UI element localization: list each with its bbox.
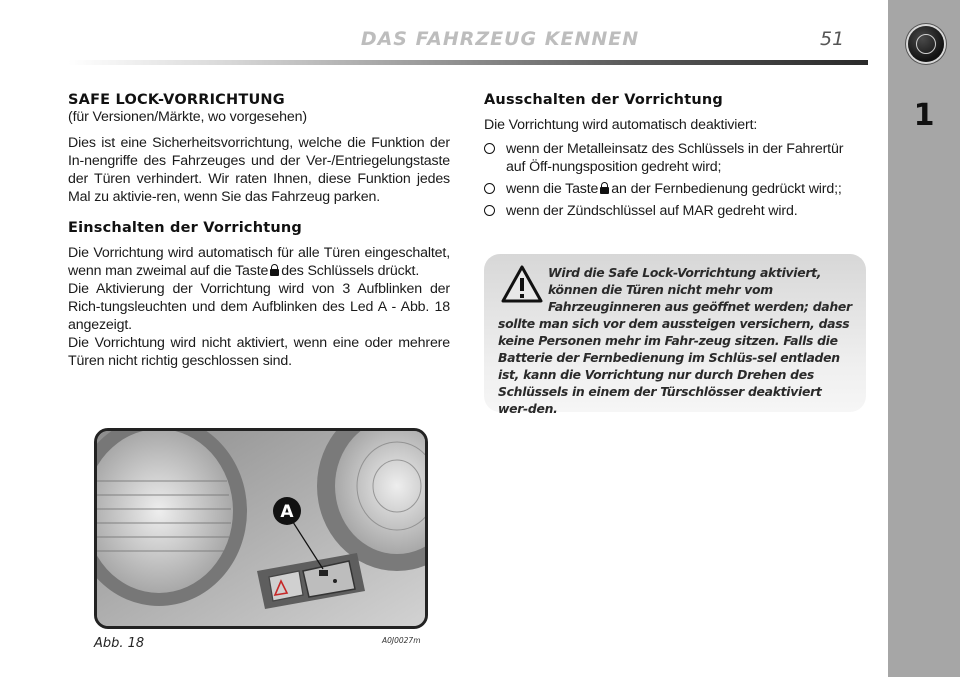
left-column (68, 92, 450, 370)
warning-box (484, 254, 866, 416)
activation-paragraph-3: Die Vorrichtung wird nicht aktiviert, wenn eine oder mehrere Türen nicht richtig geschlossen sind. (68, 335, 450, 369)
section-subtitle: (für Versionen/Märkte, wo vorgesehen) (68, 109, 307, 125)
list-item-text-after: an der Fernbedienung gedrückt wird;; (611, 181, 842, 197)
deactivation-list (484, 140, 866, 220)
list-item (484, 140, 866, 176)
activation-text-after: des Schlüssels drückt. (281, 263, 420, 279)
lock-icon (600, 182, 609, 194)
header-rule (68, 60, 868, 65)
right-column (484, 92, 866, 224)
list-item (484, 202, 866, 220)
chapter-number: 1 (913, 98, 935, 133)
dashboard-illustration (97, 431, 425, 626)
list-item-text-before: wenn die Taste (506, 181, 599, 197)
figure-caption: Abb. 18 (94, 636, 145, 651)
warning-text: Wird die Safe Lock-Vorrichtung aktiviert, können die Türen nicht mehr vom Fahrzeuginneren aus geöffnet werden; daher sollte man sich vor dem aussteigen versichern, dass keine Personen mehr im Fahr-zeug sitzen. Falls die Batterie der Fernbedienung im Schlüs-sel entladen ist, kann die Vorrichtung nur durch Drehen des Schlüssels in einem der Türschlösser deaktiviert wer-den. (498, 265, 852, 416)
page-number: 51 (820, 28, 845, 50)
activation-paragraph-2: Die Aktivierung der Vorrichtung wird von 3 Aufblinken der Rich-tungsleuchten und dem Aufblinken des Led A - Abb. 18 angezeigt. (68, 281, 450, 333)
list-item (484, 180, 866, 198)
figure-code: A0J0027m (382, 636, 421, 645)
brand-logo-inner (916, 34, 936, 54)
lock-icon (270, 264, 279, 276)
circle-bullet-icon (484, 143, 495, 154)
circle-bullet-icon (484, 183, 495, 194)
chapter-side-tab (888, 0, 960, 677)
intro-paragraph: Dies ist eine Sicherheitsvorrichtung, welche die Funktion der In-nengriffe des Fahrzeuges und der Ver-/Entriegelungstaste der Türen verhindert. Wir raten Ihnen, diese Funktion jedes Mal zu aktivie-ren, wenn Sie das Fahrzeug parken. (68, 135, 450, 205)
list-item-text: wenn der Metalleinsatz des Schlüssels in der Fahrertür auf Öff-nungsposition gedreht wird; (506, 141, 844, 175)
section-title: SAFE LOCK-VORRICHTUNG (68, 92, 285, 108)
activation-text-before: Die Vorrichtung wird automatisch für alle Türen eingeschaltet, wenn man zweimal auf die Taste (68, 245, 450, 279)
circle-bullet-icon (484, 205, 495, 216)
activation-heading: Einschalten der Vorrichtung (68, 220, 302, 236)
brand-logo-icon (908, 26, 944, 62)
list-item-text: wenn der Zündschlüssel auf MAR gedreht wird. (506, 203, 798, 219)
deactivation-intro: Die Vorrichtung wird automatisch deaktiviert: (484, 117, 758, 133)
header-title: DAS FAHRZEUG KENNEN (360, 28, 640, 50)
activation-paragraph-1 (68, 244, 450, 280)
figure-dashboard-photo (94, 428, 428, 629)
callout-label-a: A (280, 502, 294, 522)
deactivation-heading: Ausschalten der Vorrichtung (484, 92, 723, 108)
